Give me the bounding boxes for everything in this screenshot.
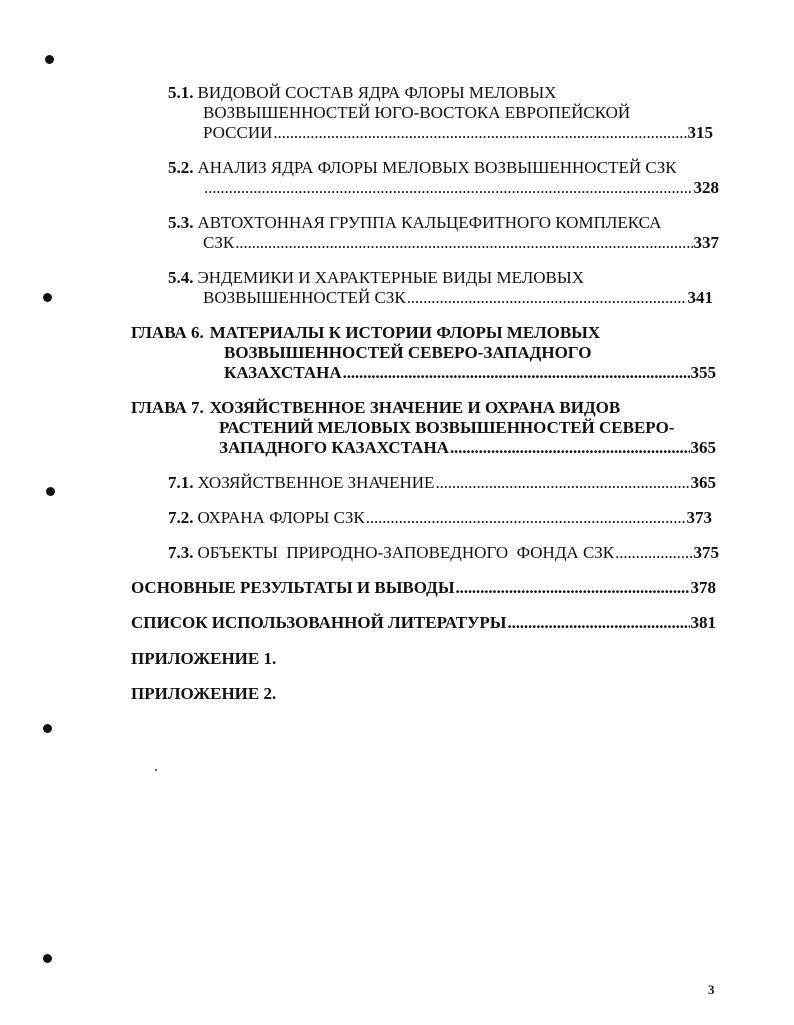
binder-hole-mark <box>45 55 54 64</box>
toc-page-number: 315 <box>687 123 713 142</box>
toc-entry-5-2[interactable] <box>168 158 719 198</box>
toc-entry-number: 5.4. <box>168 268 194 287</box>
dot-leader <box>615 543 692 563</box>
dot-leader <box>204 178 693 198</box>
toc-entry-title-cont: ВОЗВЫШЕННОСТЕЙ ЮГО-ВОСТОКА ЕВРОПЕЙСКОЙ <box>203 103 631 122</box>
dot-leader <box>407 288 687 308</box>
toc-entry-7-3[interactable] <box>168 543 719 563</box>
toc-entry-5-1[interactable] <box>168 83 713 143</box>
toc-literature[interactable] <box>131 613 716 633</box>
toc-entry-title: ЭНДЕМИКИ И ХАРАКТЕРНЫЕ ВИДЫ МЕЛОВЫХ <box>197 268 584 287</box>
toc-chapter-title-cont: КАЗАХСТАНА <box>224 363 342 382</box>
toc-results[interactable] <box>131 578 716 598</box>
toc-entry-5-3[interactable] <box>168 213 719 253</box>
toc-entry-title: АНАЛИЗ ЯДРА ФЛОРЫ МЕЛОВЫХ ВОЗВЫШЕННОСТЕЙ СЗК <box>197 158 677 177</box>
toc-entry-number: 5.2. <box>168 158 194 177</box>
binder-hole-mark <box>43 293 52 302</box>
toc-section-title: ПРИЛОЖЕНИЕ 1. <box>131 649 277 668</box>
toc-entry-number: 7.1. <box>168 473 194 492</box>
toc-chapter-title-cont: ЗАПАДНОГО КАЗАХСТАНА <box>219 438 449 457</box>
dot-leader <box>456 578 690 598</box>
toc-page-number: 328 <box>693 178 719 197</box>
toc-entry-number: 5.1. <box>168 83 194 102</box>
binder-hole-mark <box>43 724 52 733</box>
toc-chapter-number: ГЛАВА 6. <box>131 323 204 342</box>
dot-leader <box>273 123 686 143</box>
toc-chapter-7[interactable] <box>131 398 716 458</box>
binder-hole-mark <box>43 954 52 963</box>
dot-leader <box>435 473 689 493</box>
toc-entry-number: 7.3. <box>168 543 194 562</box>
toc-entry-5-4[interactable] <box>168 268 713 308</box>
toc-page-number: 365 <box>690 438 716 457</box>
toc-entry-number: 5.3. <box>168 213 194 232</box>
toc-page-number: 355 <box>690 363 716 382</box>
toc-entry-title-cont: ВОЗВЫШЕННОСТЕЙ СЗК <box>203 288 406 307</box>
toc-page-number: 337 <box>693 233 719 252</box>
toc-page-number: 373 <box>686 508 712 527</box>
toc-entry-title: ОХРАНА ФЛОРЫ СЗК <box>197 508 365 527</box>
toc-chapter-title-cont: РАСТЕНИЙ МЕЛОВЫХ ВОЗВЫШЕННОСТЕЙ СЕВЕРО- <box>219 418 675 437</box>
toc-appendix-2[interactable] <box>131 684 276 704</box>
dot-leader <box>366 508 686 528</box>
toc-page-number: 378 <box>690 578 716 597</box>
toc-page-number: 381 <box>690 613 716 632</box>
toc-entry-title: ХОЗЯЙСТВЕННОЕ ЗНАЧЕНИЕ <box>197 473 435 492</box>
toc-entry-title: ОБЪЕКТЫ ПРИРОДНО-ЗАПОВЕДНОГО ФОНДА СЗК <box>197 543 615 562</box>
toc-section-title: ОСНОВНЫЕ РЕЗУЛЬТАТЫ И ВЫВОДЫ <box>131 578 455 597</box>
binder-hole-mark <box>46 487 55 496</box>
dot-leader <box>343 363 690 383</box>
toc-appendix-1[interactable] <box>131 649 276 669</box>
scan-speck <box>155 769 157 771</box>
toc-section-title: СПИСОК ИСПОЛЬЗОВАННОЙ ЛИТЕРАТУРЫ <box>131 613 507 632</box>
toc-entry-title: АВТОХТОННАЯ ГРУППА КАЛЬЦЕФИТНОГО КОМПЛЕКСА <box>197 213 662 232</box>
page-number: 3 <box>708 982 715 997</box>
toc-chapter-title: МАТЕРИАЛЫ К ИСТОРИИ ФЛОРЫ МЕЛОВЫХ <box>209 323 601 342</box>
toc-entry-number: 7.2. <box>168 508 194 527</box>
toc-entry-title: ВИДОВОЙ СОСТАВ ЯДРА ФЛОРЫ МЕЛОВЫХ <box>197 83 557 102</box>
toc-page-number: 365 <box>690 473 716 492</box>
toc-chapter-number: ГЛАВА 7. <box>131 398 204 417</box>
toc-chapter-6[interactable] <box>131 323 716 383</box>
toc-section-title: ПРИЛОЖЕНИЕ 2. <box>131 684 277 703</box>
dot-leader <box>235 233 692 253</box>
toc-entry-7-2[interactable] <box>168 508 712 528</box>
toc-entry-title-cont: СЗК <box>203 233 235 252</box>
toc-chapter-title-cont: ВОЗВЫШЕННОСТЕЙ СЕВЕРО-ЗАПАДНОГО <box>224 343 592 362</box>
toc-entry-title-cont: РОССИИ <box>203 123 273 142</box>
toc-page-number: 341 <box>687 288 713 307</box>
dot-leader <box>508 613 690 633</box>
dot-leader <box>450 438 690 458</box>
toc-chapter-title: ХОЗЯЙСТВЕННОЕ ЗНАЧЕНИЕ И ОХРАНА ВИДОВ <box>209 398 621 417</box>
toc-page-number: 375 <box>693 543 719 562</box>
toc-entry-7-1[interactable] <box>168 473 716 493</box>
